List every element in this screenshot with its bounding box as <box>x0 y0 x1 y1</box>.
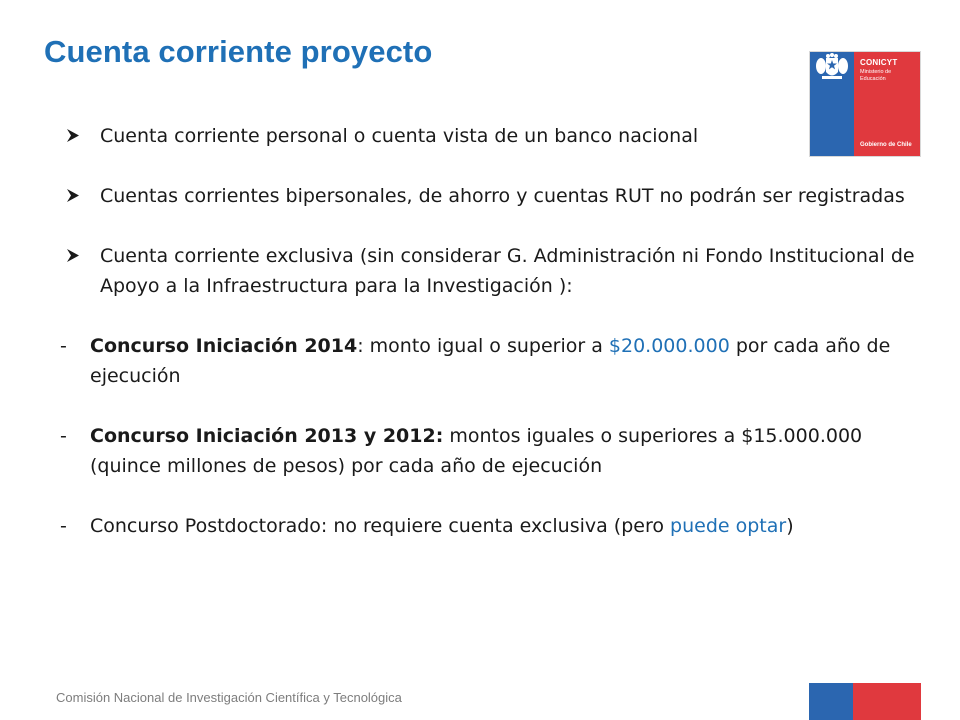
dash-item <box>60 331 916 391</box>
logo-subtitle: Ministerio de Educación <box>860 69 892 82</box>
bullet-item <box>66 181 916 211</box>
dash-item <box>60 421 916 481</box>
bullet-item <box>66 121 916 151</box>
footer-flag <box>809 683 921 720</box>
footer-text: Comisión Nacional de Investigación Científica y Tecnológica <box>56 690 402 705</box>
amount-highlight: $20.000.000 <box>608 335 730 357</box>
dash-item-bold: Concurso Iniciación 2013 y 2012: <box>90 425 444 447</box>
slide-title: Cuenta corriente proyecto <box>44 34 433 69</box>
logo-government: Gobierno de Chile <box>860 142 912 148</box>
dash-marker: - <box>60 335 67 357</box>
dash-marker: - <box>60 425 67 447</box>
bullet-item <box>66 241 916 301</box>
dash-item-text: Concurso Postdoctorado: no requiere cuenta exclusiva (pero <box>90 515 671 537</box>
dash-item-bold: Concurso Iniciación 2014 <box>90 335 358 357</box>
dash-item <box>60 511 916 541</box>
dash-item-text: : monto igual o superior a <box>357 335 609 357</box>
bullet-text: Cuentas corrientes bipersonales, de ahorro y cuentas RUT no podrán ser registradas <box>100 185 905 207</box>
dash-marker: - <box>60 515 67 537</box>
coat-of-arms-icon <box>812 52 852 90</box>
dash-item-tail: ) <box>786 515 794 537</box>
dash-item-tail: por cada año de ejecución <box>90 335 891 387</box>
arrow-right-icon <box>66 241 88 263</box>
slide-content <box>60 121 916 541</box>
footer-flag-red <box>853 683 921 720</box>
bullet-text: Cuenta corriente personal o cuenta vista de un banco nacional <box>100 125 699 147</box>
logo-name: CONICYT <box>860 58 898 67</box>
option-highlight: puede optar <box>670 515 787 537</box>
arrow-right-icon <box>66 181 88 203</box>
dash-item-tail: montos iguales o superiores a $15.000.000 (quince millones de pesos) por cada año de ejecución <box>90 425 863 477</box>
footer-flag-blue <box>809 683 853 720</box>
arrow-right-icon <box>66 121 88 143</box>
bullet-text: Cuenta corriente exclusiva (sin considerar G. Administración ni Fondo Institucional de Apoyo a la Infraestructura para la Investigación ): <box>100 245 915 297</box>
